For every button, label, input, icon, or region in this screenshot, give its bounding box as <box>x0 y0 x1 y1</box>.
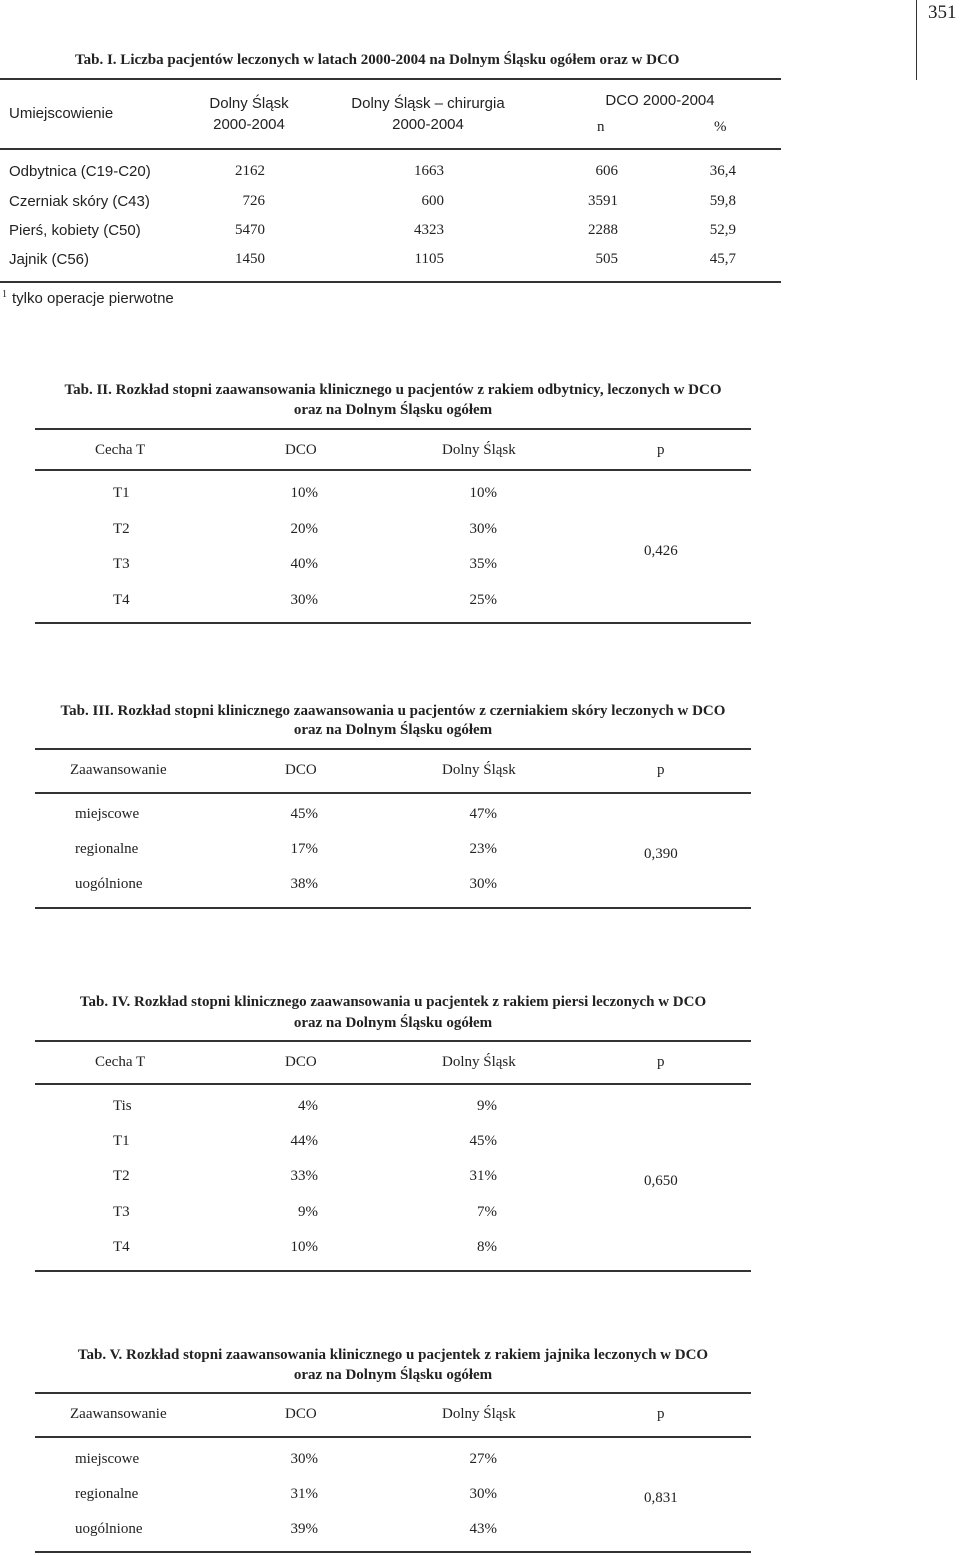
page-number-divider <box>916 0 917 80</box>
row-pct: 36,4 <box>709 163 736 179</box>
table-3-caption-line2: oraz na Dolnym Śląsku ogółem <box>293 722 493 738</box>
table-2-caption-line2: oraz na Dolnym Śląsku ogółem <box>293 402 493 418</box>
row-ds: 27% <box>469 1451 497 1467</box>
page-number: 351 <box>928 2 957 23</box>
row-n: 606 <box>595 163 618 179</box>
table-3-header-stage: Zaawansowanie <box>70 762 167 778</box>
row-dco: 10% <box>290 485 318 501</box>
row-ds: 43% <box>469 1521 497 1537</box>
table-2-header-dco: DCO <box>285 442 317 458</box>
table-4-caption-line2: oraz na Dolnym Śląsku ogółem <box>293 1015 493 1031</box>
row-dco: 44% <box>290 1133 318 1149</box>
row-ds: 10% <box>469 485 497 501</box>
row-ds: 9% <box>477 1098 497 1114</box>
table-2-caption-line1: Tab. II. Rozkład stopni zaawansowania klinicznego u pacjentów z rakiem odbytnicy, leczonych w DCO <box>64 382 722 398</box>
row-location: Jajnik (C56) <box>9 251 90 268</box>
table-5-header-stage: Zaawansowanie <box>70 1406 167 1422</box>
table-3-header-ds: Dolny Śląsk <box>442 762 516 778</box>
table-1-header-dsc-line2: 2000-2004 <box>392 116 464 133</box>
row-label: uogólnione <box>75 876 143 892</box>
row-label: T2 <box>113 521 130 537</box>
table-2-bottom-rule <box>35 622 751 624</box>
table-5-header-ds: Dolny Śląsk <box>442 1406 516 1422</box>
table-3-p-value: 0,390 <box>644 846 678 862</box>
row-label: miejscowe <box>75 806 140 822</box>
row-dco: 10% <box>290 1239 318 1255</box>
row-pct: 52,9 <box>709 222 736 238</box>
row-dco: 9% <box>298 1204 318 1220</box>
table-5-header-p: p <box>657 1406 665 1422</box>
table-3-header-p: p <box>657 762 665 778</box>
table-5-caption-line2: oraz na Dolnym Śląsku ogółem <box>293 1367 493 1383</box>
row-label: T1 <box>113 1133 130 1149</box>
table-3-top-rule <box>35 748 751 750</box>
row-dsc: 4323 <box>414 222 444 238</box>
row-ds: 8% <box>477 1239 497 1255</box>
row-label: Tis <box>113 1098 132 1114</box>
row-pct: 59,8 <box>709 193 736 209</box>
row-label: uogólnione <box>75 1521 143 1537</box>
table-3-header-dco: DCO <box>285 762 317 778</box>
table-1-header-dsc-line1: Dolny Śląsk – chirurgia <box>351 95 505 112</box>
row-dco: 33% <box>290 1168 318 1184</box>
table-1-caption: Tab. I. Liczba pacjentów leczonych w latach 2000-2004 na Dolnym Śląsku ogółem oraz w DCO <box>75 52 680 68</box>
table-4-caption-line1: Tab. IV. Rozkład stopni klinicznego zaawansowania u pacjentek z rakiem piersi leczonych w DCO <box>79 994 707 1010</box>
table-5-header-rule <box>35 1436 751 1438</box>
table-1-header-ds-line1: Dolny Śląsk <box>209 95 289 112</box>
row-ds: 23% <box>469 841 497 857</box>
table-1-header-location: Umiejscowienie <box>9 105 114 122</box>
table-4-p-value: 0,650 <box>644 1173 678 1189</box>
table-2-top-rule <box>35 428 751 430</box>
table-2-header-ds: Dolny Śląsk <box>442 442 516 458</box>
row-dco: 39% <box>290 1521 318 1537</box>
row-dco: 30% <box>290 1451 318 1467</box>
row-label: T3 <box>113 1204 130 1220</box>
row-label: regionalne <box>75 841 139 857</box>
row-ds: 7% <box>477 1204 497 1220</box>
table-1-top-rule <box>0 78 781 80</box>
table-3-caption-line1: Tab. III. Rozkład stopni klinicznego zaawansowania u pacjentów z czerniakiem skóry leczonych w DCO <box>60 703 726 719</box>
row-dco: 40% <box>290 556 318 572</box>
row-ds: 25% <box>469 592 497 608</box>
row-ds: 35% <box>469 556 497 572</box>
row-label: regionalne <box>75 1486 139 1502</box>
table-5-bottom-rule <box>35 1551 751 1553</box>
table-4-top-rule <box>35 1040 751 1042</box>
row-label: T4 <box>113 1239 130 1255</box>
row-location: Czerniak skóry (C43) <box>9 193 150 210</box>
row-location: Odbytnica (C19-C20) <box>9 163 151 180</box>
row-n: 2288 <box>588 222 618 238</box>
row-label: T3 <box>113 556 130 572</box>
row-ds: 47% <box>469 806 497 822</box>
table-1-header-rule <box>0 148 781 150</box>
table-1-bottom-rule <box>0 281 781 283</box>
row-ds: 45% <box>469 1133 497 1149</box>
table-5-top-rule <box>35 1392 751 1394</box>
row-pct: 45,7 <box>709 251 736 267</box>
table-3-header-rule <box>35 792 751 794</box>
row-dco: 38% <box>290 876 318 892</box>
table-4-header-rule <box>35 1083 751 1085</box>
row-dsc: 1105 <box>414 251 444 267</box>
table-4-header-dco: DCO <box>285 1054 317 1070</box>
table-4-header-ds: Dolny Śląsk <box>442 1054 516 1070</box>
table-4-header-p: p <box>657 1054 665 1070</box>
table-1-header-ds-line2: 2000-2004 <box>213 116 285 133</box>
row-n: 505 <box>595 251 618 267</box>
row-ds: 30% <box>469 876 497 892</box>
row-ds: 5470 <box>235 222 265 238</box>
row-dco: 30% <box>290 592 318 608</box>
row-dco: 31% <box>290 1486 318 1502</box>
table-1-header-pct: % <box>714 119 727 135</box>
row-dco: 20% <box>290 521 318 537</box>
table-2-header-p: p <box>657 442 665 458</box>
row-ds: 31% <box>469 1168 497 1184</box>
row-n: 3591 <box>588 193 618 209</box>
table-2-header-rule <box>35 469 751 471</box>
row-ds: 30% <box>469 1486 497 1502</box>
table-4-bottom-rule <box>35 1270 751 1272</box>
row-ds: 2162 <box>235 163 265 179</box>
table-5-caption-line1: Tab. V. Rozkład stopni zaawansowania klinicznego u pacjentek z rakiem jajnika leczonych w DCO <box>77 1347 709 1363</box>
row-label: T1 <box>113 485 130 501</box>
table-1-header-dco: DCO 2000-2004 <box>605 92 715 109</box>
table-4-header-feature: Cecha T <box>95 1054 146 1070</box>
row-dco: 45% <box>290 806 318 822</box>
row-label: T4 <box>113 592 130 608</box>
row-label: T2 <box>113 1168 130 1184</box>
row-ds: 726 <box>242 193 265 209</box>
table-1-header-n: n <box>597 119 605 135</box>
footnote-mark: 1 <box>2 289 7 300</box>
row-label: miejscowe <box>75 1451 140 1467</box>
table-2-p-value: 0,426 <box>644 543 678 559</box>
row-dsc: 1663 <box>414 163 444 179</box>
row-dsc: 600 <box>421 193 444 209</box>
table-5-p-value: 0,831 <box>644 1490 678 1506</box>
row-dco: 4% <box>298 1098 318 1114</box>
row-location: Pierś, kobiety (C50) <box>9 222 141 239</box>
table-5-header-dco: DCO <box>285 1406 317 1422</box>
table-3-bottom-rule <box>35 907 751 909</box>
row-dco: 17% <box>290 841 318 857</box>
row-ds: 1450 <box>235 251 265 267</box>
footnote-text: tylko operacje pierwotne <box>12 290 174 307</box>
table-2-header-feature: Cecha T <box>95 442 146 458</box>
row-ds: 30% <box>469 521 497 537</box>
